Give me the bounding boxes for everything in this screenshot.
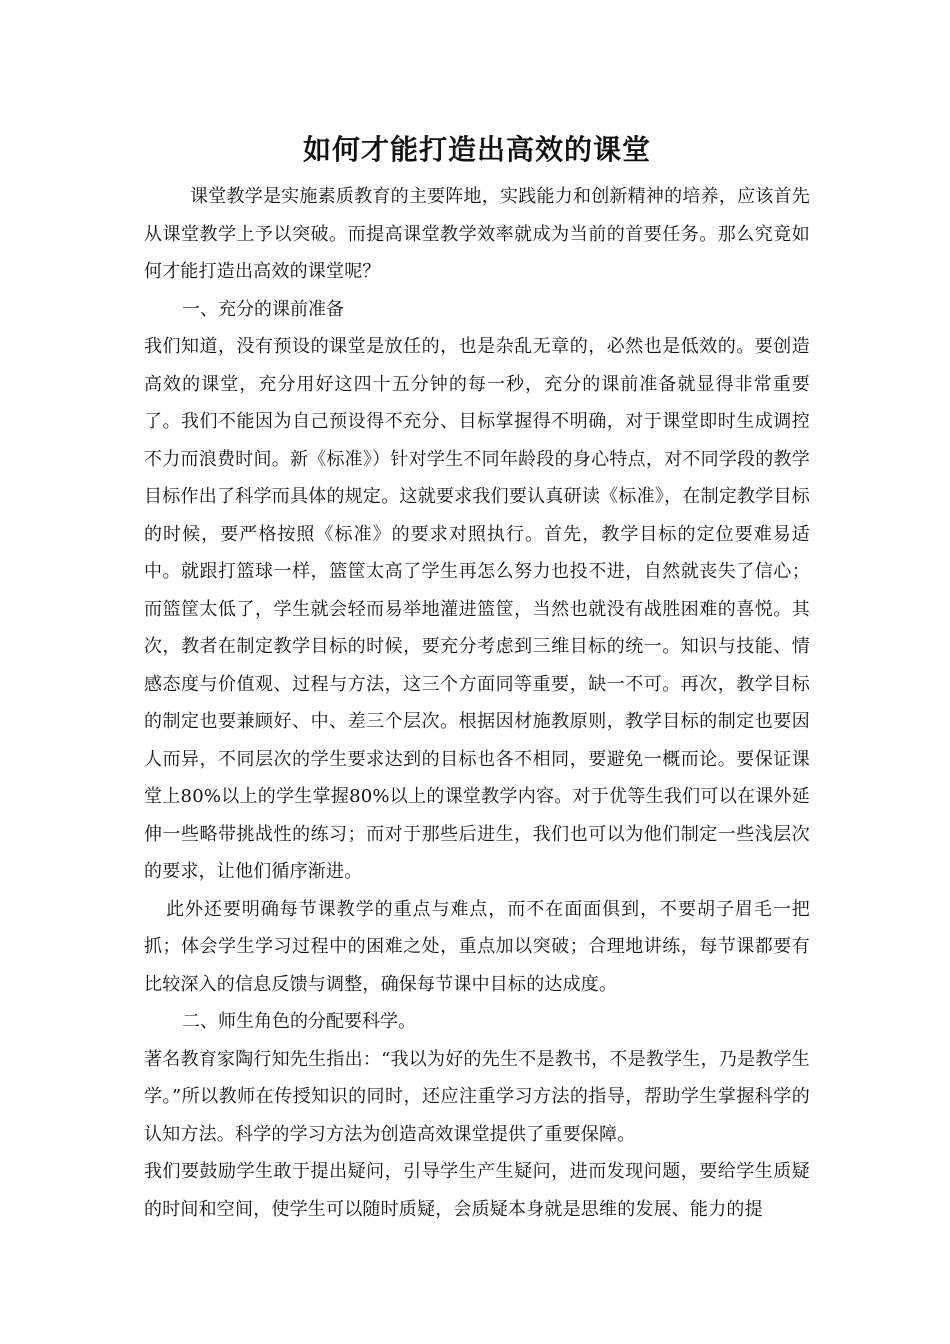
section-1-paragraph-1: 我们知道，没有预设的课堂是放任的，也是杂乱无章的，必然也是低效的。要创造高效的课堂，充分用好这四十五分钟的每一秒，充分的课前准备就显得非常重要了。我们不能因为自己预设得不充分、目标掌握得不明确，对于课堂即时生成调控不力而浪费时间。新《标准》）针对学生不同年龄段的身心特点，对不同学段的教学目标作出了科学而具体的规定。这就要求我们要认真研读《标准》，在制定教学目标的时候，要严格按照《标准》的要求对照执行。首先，教学目标的定位要难易适中。就跟打篮球一样，篮筐太高了学生再怎么努力也投不进，自然就丧失了信心；而篮筐太低了，学生就会轻而易举地灌进篮筐，当然也就没有战胜困难的喜悦。其次，教者在制定教学目标的时候，要充分考虑到三维目标的统一。知识与技能、情感态度与价值观、过程与方法，这三个方面同等重要，缺一不可。再次，教学目标的制定也要兼顾好、中、差三个层次。根据因材施教原则，教学目标的制定也要因人而异，不同层次的学生要求达到的目标也各不相同，要避免一概而论。要保证课堂上80%以上的学生掌握80%以上的课堂教学内容。对于优等生我们可以在课外延伸一些略带挑战性的练习；而对于那些后进生，我们也可以为他们制定一些浅层次的要求，让他们循序渐进。 <box>144 336 810 882</box>
section-2-paragraph-1: 著名教育家陶行知先生指出：“我以为好的先生不是教书，不是教学生，乃是教学生学。”所以教师在传授知识的同时，还应注重学习方法的指导，帮助学生掌握科学的认知方法。科学的学习方法为创造高效课堂提供了重要保障。 <box>144 1048 810 1145</box>
document-page <box>144 128 810 1228</box>
section-1-heading: 一、充分的课前准备 <box>182 298 344 320</box>
intro-paragraph: 课堂教学是实施素质教育的主要阵地，实践能力和创新精神的培养，应该首先从课堂教学上予以突破。而提高课堂教学效率就成为当前的首要任务。那么究竟如何才能打造出高效的课堂呢？ <box>144 186 810 282</box>
section-2-paragraph-2: 我们要鼓励学生敢于提出疑问，引导学生产生疑问，进而发现问题，要给学生质疑的时间和空间，使学生可以随时质疑，会质疑本身就是思维的发展、能力的提 <box>144 1161 810 1220</box>
document-title: 如何才能打造出高效的课堂 <box>302 133 651 166</box>
section-2-heading: 二、师生角色的分配要科学。 <box>182 1011 416 1032</box>
section-1-paragraph-2: 此外还要明确每节课教学的重点与难点，而不在面面俱到，不要胡子眉毛一把抓；体会学生学习过程中的困难之处，重点加以突破；合理地讲练，每节课都要有比较深入的信息反馈与调整，确保每节课中目标的达成度。 <box>144 898 810 995</box>
